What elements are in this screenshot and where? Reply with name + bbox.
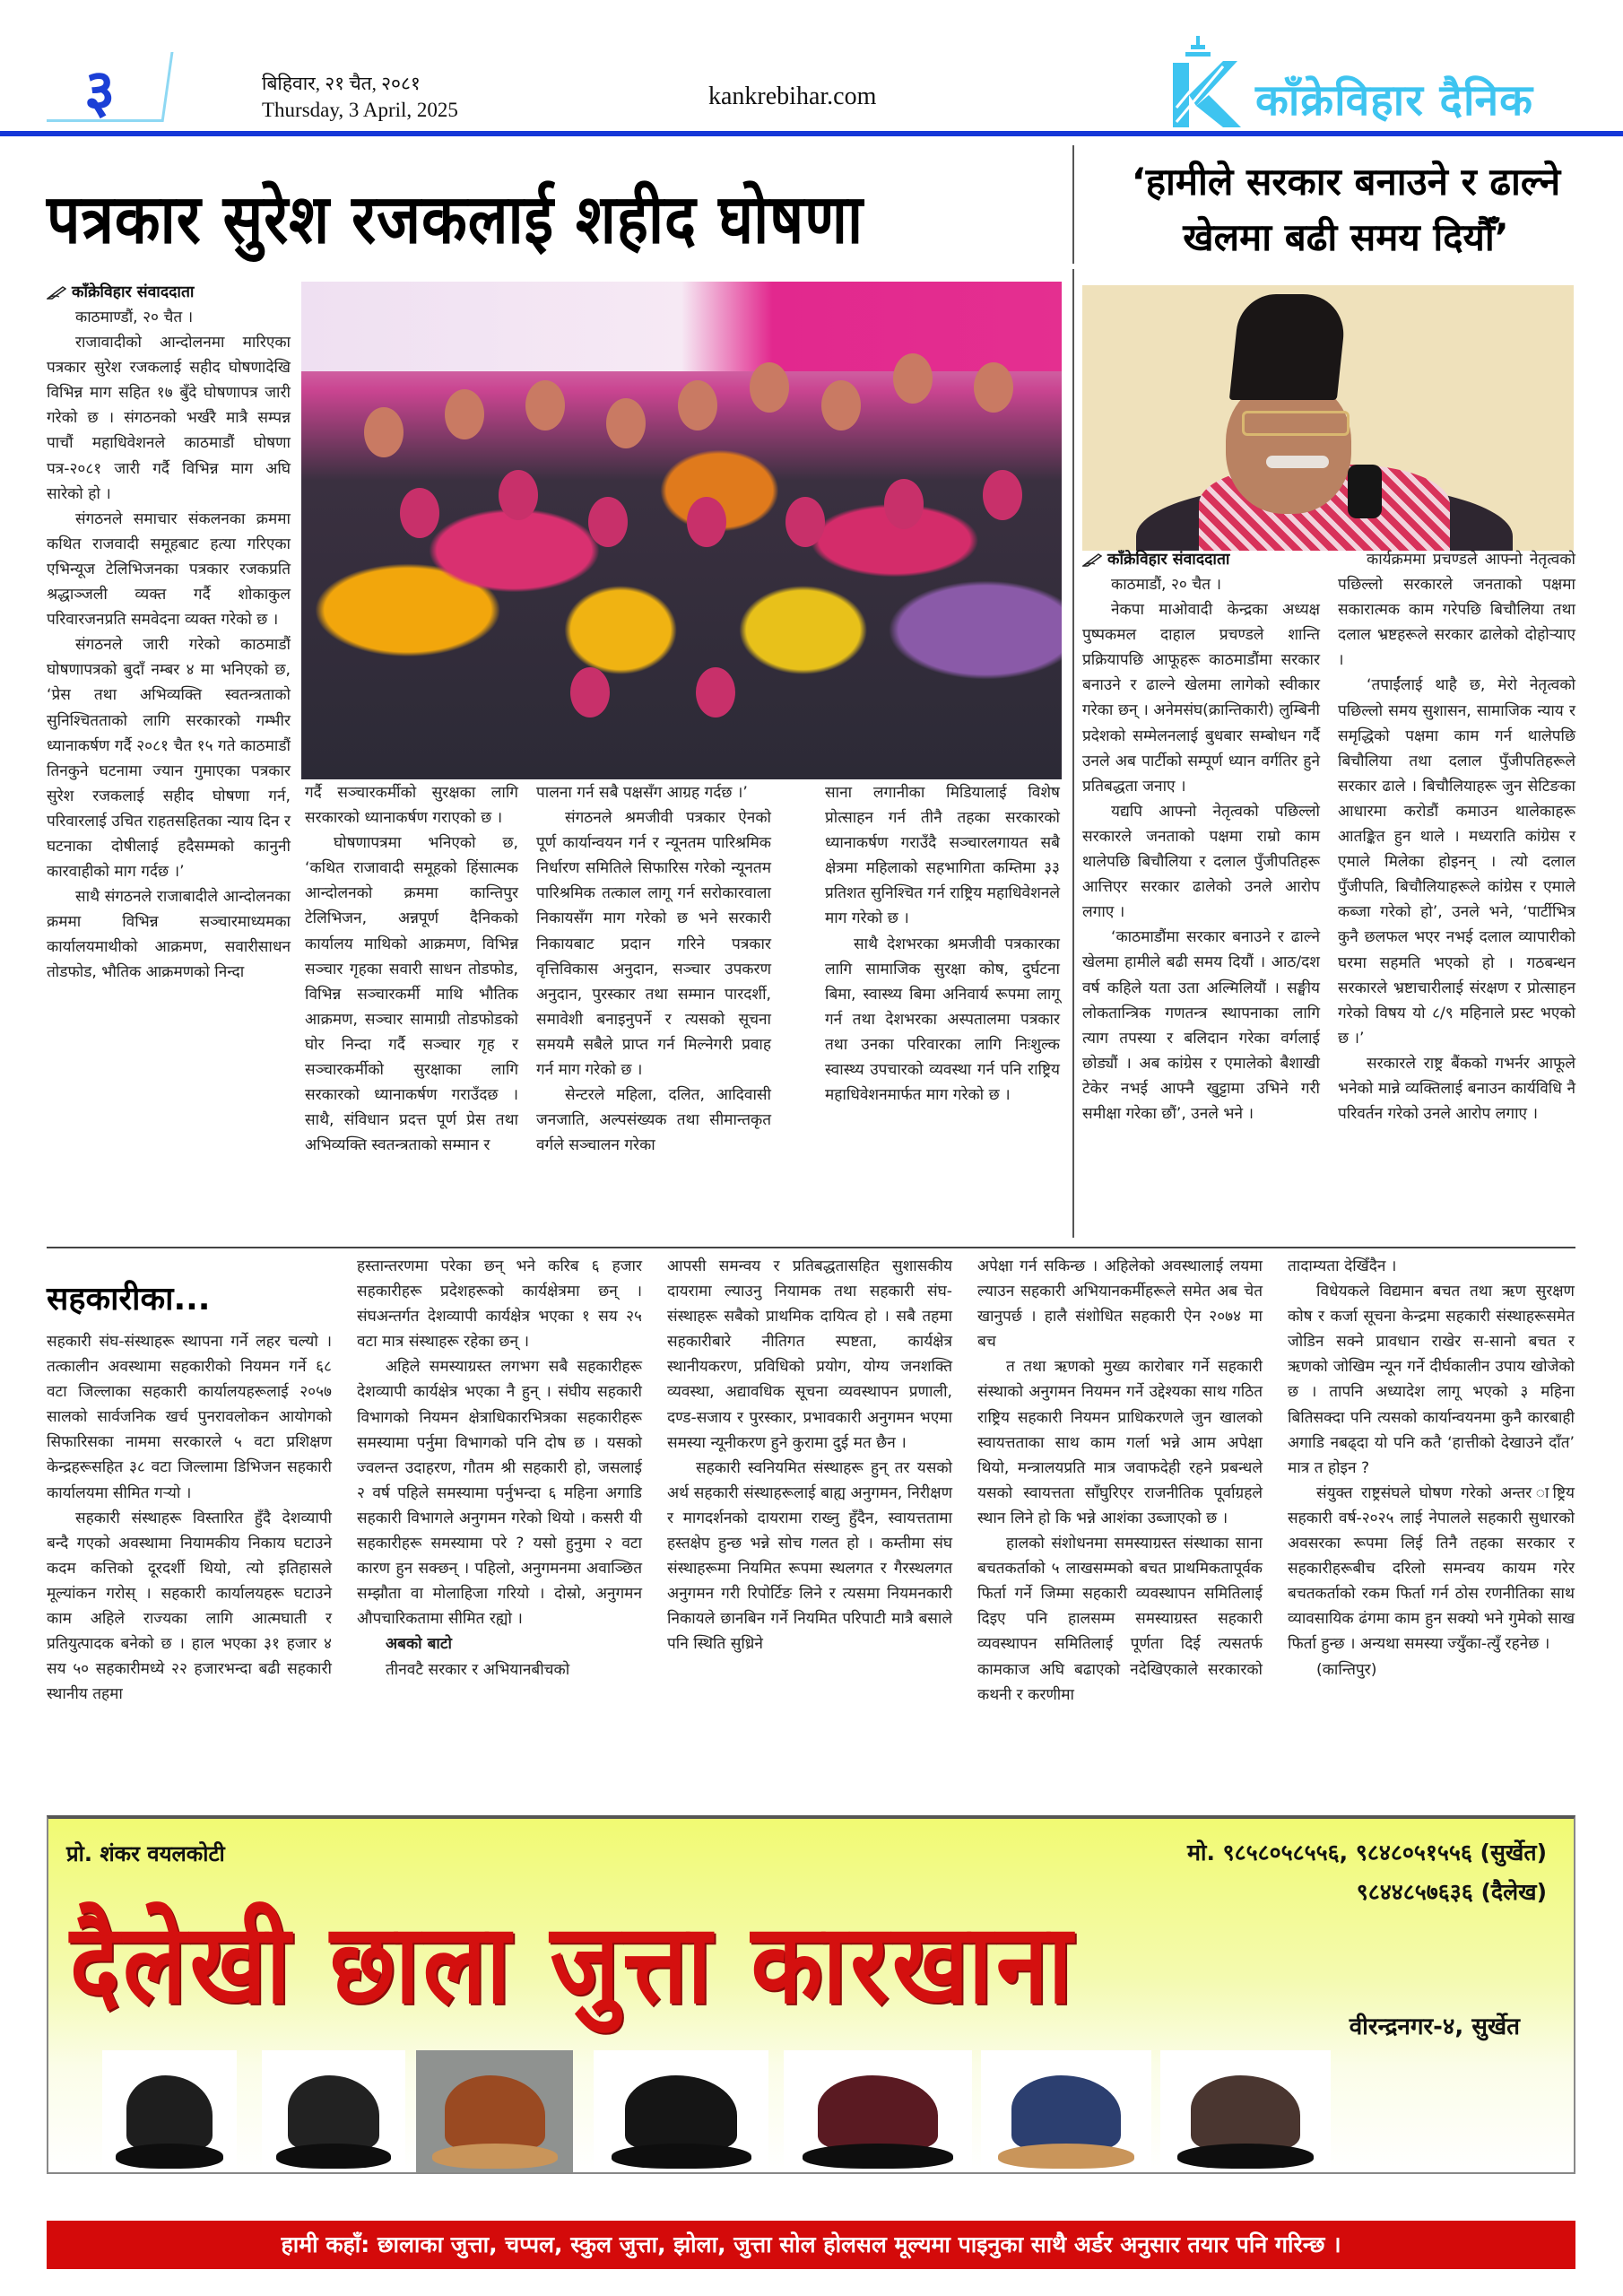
shoe-image [416, 2050, 573, 2174]
coop-col-3 [667, 1254, 952, 1657]
side-byline-text: काँक्रेविहार संवाददाता [1107, 551, 1230, 569]
main-story-col-3 [536, 780, 771, 1158]
shoe-sole [612, 2144, 751, 2169]
website-link[interactable]: kankrebihar.com [708, 83, 877, 110]
shoe-image [102, 2050, 237, 2174]
group-photo [301, 282, 1062, 779]
side-paragraph: कार्यक्रममा प्रचण्डले आफ्नो नेतृत्वको पछिल्लो सरकारले जनताको पक्षमा सकारात्मक काम गरेपछि बिचौलिया तथा दलाल भ्रष्टहरूले सरकार ढालेको दोहोऱ्याए । [1338, 551, 1575, 670]
coop-paragraph: तादाम्यता देखिँदैन । [1288, 1257, 1397, 1275]
cooperative-title: सहकारीका... [47, 1281, 211, 1318]
ad-phone-dailekh: ९८४४८५७६३६ (दैलेख) [1356, 1879, 1547, 1905]
speaker-photo [1082, 285, 1574, 551]
shoe-upper [445, 2075, 545, 2149]
shoe-upper [126, 2075, 213, 2149]
ad-tagline-strip: हामी कहाँ: छालाका जुत्ता, चप्पल, स्कुल जुत्ता, झोला, जुत्ता सोल होलसल मूल्यमा पाइनुका साथै अर्डर अनुसार तयार पनि गरिन्छ । [47, 2221, 1575, 2269]
shoe-sole [116, 2144, 223, 2169]
page-number-box [47, 52, 163, 126]
main-paragraph: सेन्टरले महिला, दलित, आदिवासी जनजाति, अल्पसंख्यक तथा सीमान्तकृत वर्गले सञ्चालन गरेका [536, 1086, 771, 1155]
photo-cap [1229, 294, 1348, 400]
side-paragraph: ‘तपाईंलाई थाहै छ, मेरो नेतृत्वको पछिल्लो समय सुशासन, सामाजिक न्याय र समृद्धिको पक्षमा काम गर्न थालेपछि बिचौलिया तथा दलाल पुँजीपतिहरूले सरकार ढाले । बिचौलियाहरू जुन सेटिङका आधारमा करोडौं कमाउन थालेकाहरू आतङ्कित हुन थाले । मध्यराति कांग्रेस र एमाले मिलेका होइनन् । त्यो दलाल पुँजीपति, बिचौलियाहरूले कांग्रेस र एमाले कब्जा गरेको हो’, उनले भने, ‘पार्टीभित्र कुनै छलफल भएर नभई दलाल व्यापारीको घरमा सहमति भएको हो । गठबन्धन सरकारले भ्रष्टाचारीलाई संरक्षण र प्रोत्साहन गरेको विषय यो ८/९ महिनाले प्रस्ट भएको छ ।’ [1338, 676, 1575, 1048]
side-paragraph: सरकारले राष्ट्र बैंकको गभर्नर आफूले भनेको मान्ने व्यक्तिलाई बनाउन कार्यविधि नै परिवर्तन गरेको उनले आरोप लगाए । [1338, 1054, 1575, 1124]
side-byline [1082, 547, 1320, 572]
side-story-col-1 [1082, 547, 1320, 1126]
shoe-sole [803, 2144, 953, 2169]
ad-title: दैलेखी छाला जुत्ता कारखाना [70, 1899, 1076, 2029]
shoe-image [981, 2050, 1151, 2174]
coop-paragraph: सहकारी संघ-संस्थाहरू स्थापना गर्ने लहर चल्यो । तत्कालीन अवस्थामा सहकारीको नियमन गर्ने ६८ वटा जिल्लाका सहकारी कार्यालयहरूलाई २०५७ सालको सार्वजनिक खर्च पुनरावलोकन आयोगको सिफारिसका नाममा सरकारले ५ वटा प्रशिक्षण केन्द्रहरूसहित ३८ वटा जिल्लामा डिभिजन सहकारी कार्यालयमा सीमित गऱ्यो । [47, 1333, 332, 1502]
shoe-sole [276, 2144, 391, 2169]
coop-paragraph: सहकारी संस्थाहरू विस्तारित हुँदै देशव्यापी बन्दै गएको अवस्थामा नियामकीय निकाय घटाउने कदम कत्तिको दूरदर्शी थियो, त्यो इतिहासले मूल्यांकन गरोस् । सहकारी कार्यालयहरू घटाउने काम अहिले राज्यका लागि आत्मघाती र प्रतियुत्पादक बनेको छ । हाल भएका ३१ हजार ४ सय ५० सहकारीमध्ये २२ हजारभन्दा बढी सहकारी स्थानीय तहमा [47, 1509, 332, 1704]
main-paragraph: पालना गर्न सबै पक्षसँग आग्रह गर्दछ ।’ [536, 784, 748, 802]
logo-icon [1169, 36, 1259, 127]
main-paragraph: राजावादीको आन्दोलनमा मारिएका पत्रकार सुरेश रजकलाई सहीद घोषणादेखि विभिन्न माग सहित १७ बुँदे घोषणापत्र जारी गरेको छ । संगठनको भर्खरै मात्रै सम्पन्न पाचौं महाधिवेशनले काठमाडौं घोषणा पत्र-२०८१ जारी गर्दै विभिन्न माग अघि सारेको हो । [47, 334, 291, 503]
shoe-upper [818, 2075, 938, 2149]
main-byline-text: काँक्रेविहार संवाददाता [72, 283, 195, 301]
main-story-col-4 [825, 780, 1060, 1108]
coop-subhead: अबको बाटो [386, 1635, 452, 1654]
ad-address: वीरन्द्रनगर-४, सुर्खेत [1349, 2013, 1520, 2040]
coop-source: (कान्तिपुर) [1316, 1660, 1377, 1679]
side-headline: ‘हामीले सरकार बनाउने र ढाल्ने खेलमा बढी समय दियौँ’ [1131, 160, 1561, 259]
main-byline [47, 280, 291, 305]
ad-phone-surkhet: मो. ९८५८०५८५५६, ९८४८०५१५५६ (सुर्खेत) [1187, 1839, 1547, 1866]
masthead-rule [0, 131, 1623, 136]
main-paragraph: संगठनले श्रमजीवी पत्रकार ऐनको पूर्ण कार्यान्वयन गर्न र न्यूनतम पारिश्रमिक निर्धारण समितिले सिफारिस गरेको न्यूनतम पारिश्रमिक तत्काल लागू गर्न सरोकारवाला निकायसँग माग गरेको छ भने सरकारी निकायबाट प्रदान गरिने पत्रकार वृत्तिविकास अनुदान, सञ्चार उपकरण अनुदान, पुरस्कार तथा सम्मान पारदर्शी, समावेशी बनाइनुपर्ने र त्यसको सूचना समयमै सबैले प्राप्त गर्न मिल्नेगरी प्रवाह गर्न माग गरेको छ । [536, 809, 771, 1080]
coop-col-1 [47, 1329, 332, 1707]
shoe-image [262, 2050, 405, 2174]
shoe-upper [1191, 2075, 1300, 2149]
side-paragraph: यद्यपि आफ्नो नेतृत्वको पछिल्लो सरकारले जनताको पक्षमा राम्रो काम थालेपछि बिचौलिया र दलाल पुँजीपतिहरू आत्तिएर सरकार ढालेको उनले आरोप लगाए । [1082, 802, 1320, 922]
photo-banner-backdrop [301, 282, 1062, 371]
shoe-sole [1177, 2144, 1314, 2169]
coop-paragraph: हस्तान्तरणमा परेका छन् भने करिब ६ हजार सहकारीहरू प्रदेशहरूको कार्यक्षेत्रमा छन् । संघअन्तर्गत देशव्यापी कार्यक्षेत्र भएका १ सय २५ वटा मात्र संस्थाहरू रहेका छन् । [357, 1257, 642, 1352]
coop-col-2 [357, 1254, 642, 1683]
coop-paragraph: अपेक्षा गर्न सकिन्छ । अहिलेको अवस्थालाई लयमा ल्याउन सहकारी अभियानकर्मीहरूले समेत अब चेत खानुपर्छ । हालै संशोधित सहकारी ऐन २०७४ मा बच [977, 1257, 1263, 1352]
main-story-col-1 [47, 280, 291, 986]
coop-col-5 [1288, 1254, 1575, 1683]
date-block [262, 70, 458, 124]
date-nepali: बिहिवार, २१ चैत, २०८१ [262, 73, 421, 94]
shoe-image [594, 2050, 768, 2174]
shoe-upper [625, 2075, 737, 2149]
main-paragraph: घोषणापत्रमा भनिएको छ, ‘कथित राजावादी समूहको हिंसात्मक आन्दोलनको क्रममा कान्तिपुर टेलिभिजन, अन्नपूर्ण दैनिकको कार्यालय माथिको आक्रमण, विभिन्न सञ्चार गृहका सवारी साधन तोडफोड, विभिन्न सञ्चारकर्मी माथि भौतिक आक्रमण, सञ्चार सामाग्री तोडफोडको घोर निन्दा गर्दै सञ्चार गृह र सञ्चारकर्मीको सुरक्षाका लागि सरकारको ध्यानाकर्षण गराउँदछ । साथै, संविधान प्रदत्त पूर्ण प्रेस तथा अभिव्यक्ति स्वतन्त्रताको सम्मान र [305, 834, 518, 1155]
logo-text: काँक्रेविहार दैनिक [1255, 75, 1533, 126]
main-paragraph: संगठनले जारी गरेको काठमाडौं घोषणापत्रको बुदाँ नम्बर ४ मा भनिएको छ, ‘प्रेस तथा अभिव्यक्ति स्वतन्त्रताको सुनिश्चितताको लागि सरकारको गम्भीर ध्यानाकर्षण गर्दै २०८१ चैत १५ गते काठमाडौं तिनकुने घटनामा ज्यान गुमाएका पत्रकार सुरेश रजकलाई सहीद घोषणा गर्न, परिवारलाई उचित राहतसहितका न्याय दिन र घटनाका दोषीलाई हदैसम्मको कानुनी कारवाहीको माग गर्दछ ।’ [47, 636, 291, 882]
coop-col-4 [977, 1254, 1263, 1708]
shoe-image [784, 2050, 972, 2174]
shoe-image [1160, 2050, 1331, 2174]
pen-icon [1082, 552, 1102, 567]
side-story-col-2 [1338, 547, 1575, 1126]
main-paragraph: साथै देशभरका श्रमजीवी पत्रकारका लागि सामाजिक सुरक्षा कोष, दुर्घटना बिमा, स्वास्थ्य बिमा अनिवार्य रूपमा लागू गर्न तथा देशभरका अस्पतालमा पत्रकार तथा उनका परिवारका लागि निःशुल्क स्वास्थ्य उपचारको व्यवस्था गर्न पनि राष्ट्रिय महाधिवेशनमार्फत माग गरेको छ । [825, 935, 1060, 1105]
main-paragraph: गर्दै सञ्चारकर्मीको सुरक्षका लागि सरकारको ध्यानाकर्षण गराएको छ । [305, 784, 518, 828]
page-number: ३ [84, 57, 116, 126]
photo-mustache [1266, 456, 1329, 468]
side-story-divider [1072, 269, 1074, 1238]
shoe-factory-ad [47, 1815, 1575, 2174]
main-paragraph: साना लगानीका मिडियालाई विशेष प्रोत्साहन गर्न तीनै तहका सरकारको ध्यानाकर्षण गराउँदै सञ्चारलगायत सबै क्षेत्रमा महिलाको सहभागिता कम्तिमा ३३ प्रतिशत सुनिश्चित गर्न राष्ट्रिय महाधिवेशनले माग गरेको छ । [825, 784, 1060, 928]
main-dateline: काठमाण्डौं, २० चैत । [75, 309, 194, 326]
main-paragraph: संगठनले समाचार संकलनका क्रममा कथित राजवादी समूहबाट हत्या गरिएका एभिन्यूज टेलिभिजनका पत्रकार रजकप्रति श्रद्धाञ्जली व्यक्त गर्दै शोकाकुल परिवारजनप्रति समवेदना व्यक्त गरेको छ । [47, 509, 291, 630]
coop-paragraph: विधेयकले विद्यमान बचत तथा ऋण सुरक्षण कोष र कर्जा सूचना केन्द्रमा सहकारी संस्थाहरूसमेत जोडिन सक्ने प्रावधान राखेर स-सानो बचत र ऋणको जोखिम न्यून गर्ने दीर्घकालीन उपाय खोजेको छ । तापनि अध्यादेश लागू भएको ३ महिना बितिसक्दा पनि त्यसको कार्यान्वयनमा कुनै कारबाही अगाडि नबढ्दा यो पनि कतै ‘हात्तीको देखाउने दाँत’ मात्र त होइन ? [1288, 1283, 1575, 1477]
main-paragraph: साथै संगठनले राजाबादीले आन्दोलनका क्रममा विभिन्न सञ्चारमाध्यमका कार्यालयमाथीको आक्रमण, सवारीसाधन तोडफोड, भौतिक आक्रमणको निन्दा [47, 888, 291, 982]
masthead [0, 0, 1623, 133]
photo-glasses [1242, 411, 1350, 436]
microphone-icon [1348, 465, 1382, 518]
shoe-sole [432, 2144, 558, 2169]
main-story-col-2 [305, 780, 518, 1158]
main-headline: पत्रकार सुरेश रजकलाई शहीद घोषणा [47, 179, 864, 259]
shoe-sole [998, 2144, 1134, 2169]
pen-icon [47, 285, 66, 300]
section-rule [47, 1247, 1575, 1248]
side-paragraph: नेकपा माओवादी केन्द्रका अध्यक्ष पुष्पकमल दाहाल प्रचण्डले शान्ति प्रक्रियापछि आफूहरू काठमाडौंमा सरकार बनाउने र ढाल्ने खेलमा लागेको स्वीकार गरेका छन् । अनेमसंघ(क्रान्तिकारी) लुम्बिनी प्रदेशको सम्मेलनलाई बुधबार सम्बोधन गर्दै उनले अब पार्टीको सम्पूर्ण ध्यान वर्गतिर हुने प्रतिबद्धता जनाए । [1082, 601, 1320, 796]
coop-paragraph: तीनवटै सरकार र अभियानबीचको [386, 1660, 570, 1679]
side-paragraph: ‘काठमाडौंमा सरकार बनाउने र ढाल्ने खेलमा हामीले बढी समय दियौं । आठ/दश वर्ष कहिले यता उता अल्मिलियौं । सङ्घीय लोकतान्त्रिक गणतन्त्र स्थापनाका लागि त्याग तपस्या र बलिदान गरेका वर्गलाई छोड्यौं । अब कांग्रेस र एमालेको बैशाखी टेकेर नभई आफ्नै खुट्टामा उभिने गरी समीक्षा गरेका छौं’, उनले भने । [1082, 928, 1320, 1123]
shoe-upper [288, 2075, 379, 2149]
column-divider [1072, 145, 1074, 264]
ad-proprietor: प्रो. शंकर वयलकोटी [66, 1841, 225, 1866]
coop-paragraph: संयुक्त राष्ट्रसंघले घोषण गरेको अन्तर ाष्ट्रिय सहकारी वर्ष-२०२५ लाई नेपालले सहकारी सुधारको अवसरका रूपमा लिई तिनै तहका सरकार र सहकारीहरूबीच दरिलो समन्वय कायम गरेर बचतकर्ताको रकम फिर्ता गर्न ठोस रणनीतिका साथ व्यावसायिक ढंगमा काम हुन सक्यो भने गुमेको साख फिर्ता हुन्छ । अन्यथा समस्या ज्युँका-त्युँ रहनेछ । [1288, 1483, 1575, 1654]
coop-paragraph: हालको संशोधनमा समस्याग्रस्त संस्थाका साना बचतकर्ताको ५ लाखसम्मको बचत प्राथमिकतापूर्वक फिर्ता गर्ने जिम्मा सहकारी व्यवस्थापन समितिलाई दिइए पनि हालसम्म समस्याग्रस्त सहकारी व्यवस्थापन समितिलाई पूर्णता दिई त्यसतर्फ कामकाज अघि बढाएको नदेखिएकाले सरकारको कथनी र करणीमा [977, 1535, 1263, 1704]
coop-paragraph: अहिले समस्याग्रस्त लगभग सबै सहकारीहरू देशव्यापी कार्यक्षेत्र भएका नै हुन् । संघीय सहकारी विभागको नियमन क्षेत्राधिकारभित्रका सहकारीहरू समस्यामा पर्नुमा विभागको पनि दोष छ । यसको ज्वलन्त उदाहरण, गौतम श्री सहकारी हो, जसलाई २ वर्ष पहिले समस्यामा पर्नुभन्दा ६ महिना अगाडि सहकारी विभागले अनुगमन गरेको थियो । कसरी यी सहकारीहरू समस्यामा परे ? यसो हुनुमा २ वटा कारण हुन सक्छन् । पहिलो, अनुगमनमा अवाञ्छित सम्झौता वा मोलाहिजा गरियो । दोस्रो, अनुगमन औपचारिकतामा सीमित रह्यो । [357, 1358, 642, 1629]
shoe-upper [1011, 2075, 1121, 2149]
date-english: Thursday, 3 April, 2025 [262, 99, 458, 121]
coop-paragraph: आपसी समन्वय र प्रतिबद्धतासहित सुशासकीय दायरामा ल्याउनु नियामक तथा सहकारी संघ-संस्थाहरू सबैको प्राथमिक दायित्व हो । सबै तहमा सहकारीबारे नीतिगत स्पष्टता, कार्यक्षेत्र स्थानीयकरण, प्रविधिको प्रयोग, योग्य जनशक्ति व्यवस्था, अद्यावधिक सूचना व्यवस्थापन प्रणाली, दण्ड-सजाय र पुरस्कार, प्रभावकारी अनुगमन भएमा समस्या न्यूनीकरण हुने कुरामा दुई मत छैन । [667, 1257, 952, 1452]
coop-paragraph: सहकारी स्वनियमित संस्थाहरू हुन् तर यसको अर्थ सहकारी संस्थाहरूलाई बाह्य अनुगमन, निरीक्षण र मागदर्शनको दायरामा राख्नु हुँदैन, स्वायत्ततामा हस्तक्षेप हुन्छ भन्ने सोच गलत हो । कम्तीमा संघ संस्थाहरूमा नियमित रूपमा स्थलगत र गैरस्थलगत अनुगमन गरी रिपोर्टिङ लिने र त्यसमा नियमनकारी निकायले छानबिन गर्ने नियमित परिपाटी मात्रै बसाले पनि स्थिति सुध्रिने [667, 1458, 952, 1654]
coop-paragraph: त तथा ऋणको मुख्य कारोबार गर्ने सहकारी संस्थाको अनुगमन नियमन गर्ने उद्देश्यका साथ गठित राष्ट्रिय सहकारी नियमन प्राधिकरणले जुन खालको स्वायत्तताका साथ काम गर्ला भन्ने आम अपेक्षा थियो, मन्त्रालयप्रति मात्र जवाफदेही रहने प्रबन्धले यसको स्वायत्तता साँघुरिएर राजनीतिक पूर्वाग्रहले स्थान लिने हो कि भन्ने आशंका उब्जाएको छ । [977, 1358, 1263, 1527]
side-dateline: काठमाडौं, २० चैत । [1111, 576, 1221, 594]
shoe-gallery [102, 2050, 1573, 2174]
